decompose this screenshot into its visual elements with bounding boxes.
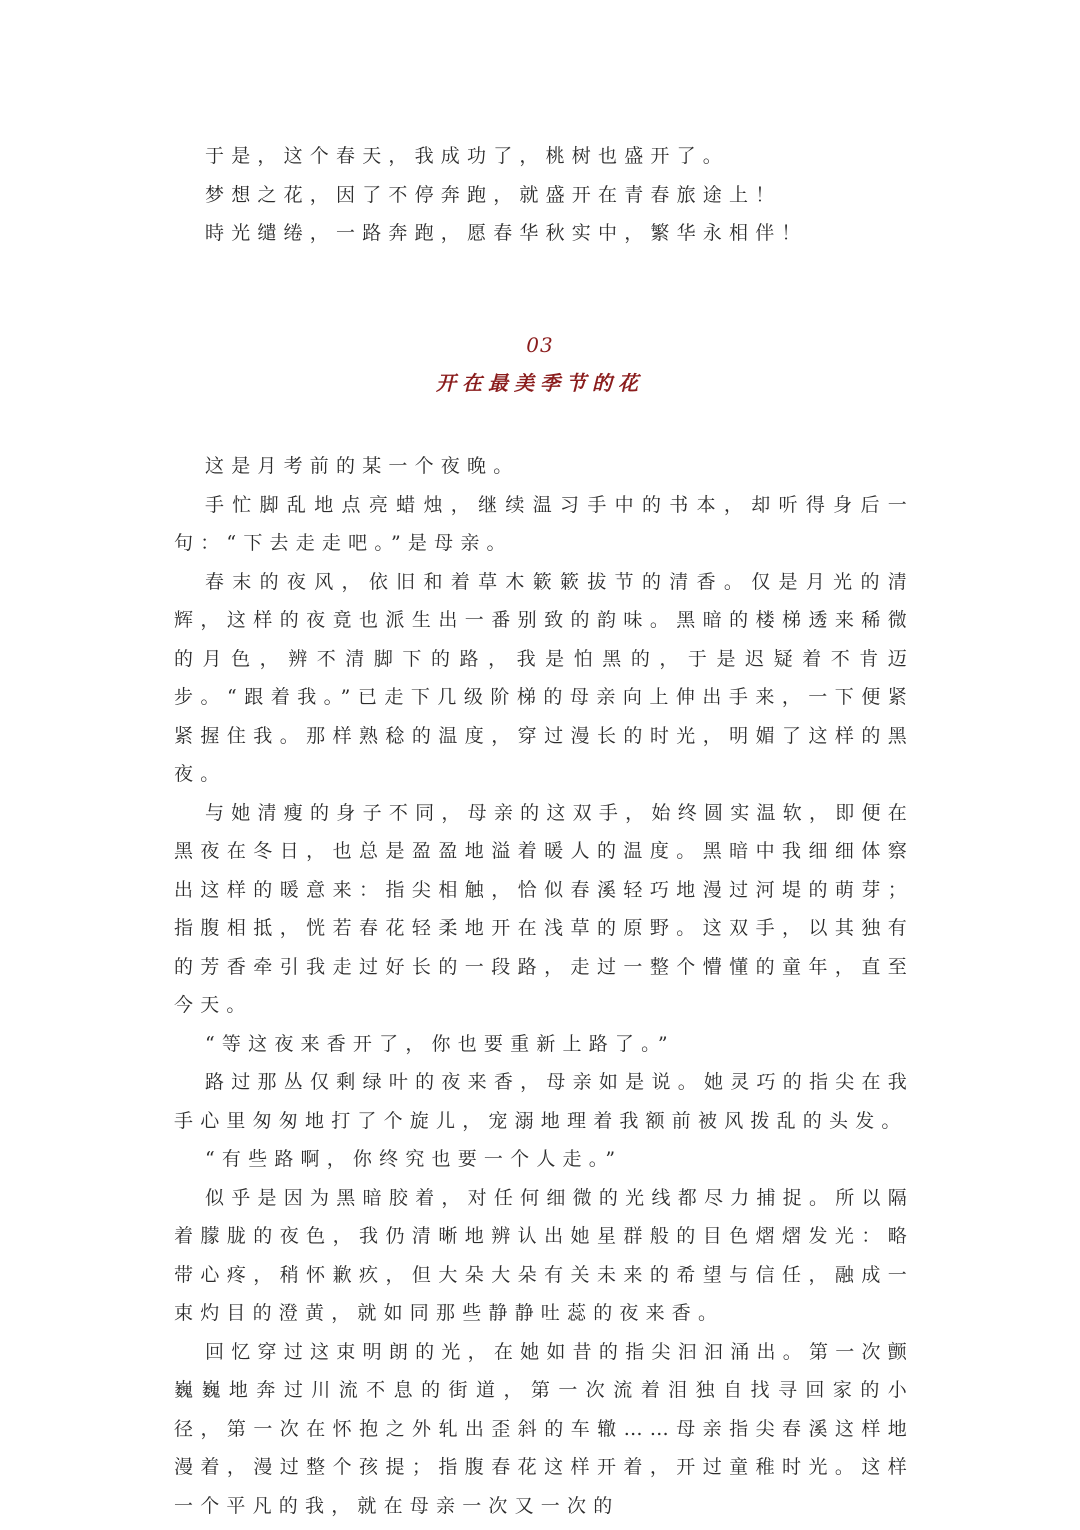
body-paragraph-7: “有些路啊，你终究也要一个人走。”	[205, 1148, 623, 1170]
body-paragraph-9: 回忆穿过这束明朗的光，在她如昔的指尖汩汩涌出。第一次颤巍巍地奔过川流不息的街道，第一次流着泪独自找寻回家的小径，第一次在怀抱之外轧出歪斜的车辙……母亲指尖春溪这样地漫着，漫过整个孩提；指腹春花这样开着，开过童稚时光。这样一个平凡的我，就在母亲一次又一次的	[174, 1340, 914, 1517]
body-paragraph-8: 似乎是因为黑暗胶着，对任何细微的光线都尽力捕捉。所以隔着朦胧的夜色，我仍清晰地辨认出她星群般的目色熠熠发光：略带心疼，稍怀歉疚，但大朵大朵有关未来的希望与信任，融成一束灼目的澄黄，就如同那些静静吐蕊的夜来香。	[174, 1186, 914, 1324]
body-paragraph-5: “等这夜来香开了，你也要重新上路了。”	[205, 1032, 675, 1055]
chapter-title: 开在最美季节的花	[436, 371, 644, 395]
body-paragraph-2: 手忙脚乱地点亮蜡烛，继续温习手中的书本，却听得身后一句：“下去走走吧。”是母亲。	[174, 493, 914, 554]
intro-paragraph-1: 于是，这个春天，我成功了，桃树也盛开了。	[205, 145, 730, 167]
body-paragraph-3: 春末的夜风，依旧和着草木簌簌拔节的清香。仅是月光的清辉，这样的夜竟也派生出一番别致的韵味。黑暗的楼梯透来稀微的月色，辨不清脚下的路，我是怕黑的，于是迟疑着不肯迈步。“跟着我。”已走下几级阶梯的母亲向上伸出手来，一下便紧紧握住我。那样熟稔的温度，穿过漫长的时光，明媚了这样的黑夜。	[174, 570, 914, 785]
chapter-number: 03	[526, 333, 554, 357]
body-paragraph-6: 路过那丛仅剩绿叶的夜来香，母亲如是说。她灵巧的指尖在我手心里匆匆地打了个旋儿，宠溺地理着我额前被风拨乱的头发。	[174, 1071, 914, 1132]
intro-paragraph-2: 梦想之花，因了不停奔跑，就盛开在青春旅途上！	[205, 183, 782, 206]
intro-section	[174, 137, 914, 253]
body-paragraph-1: 这是月考前的某一个夜晚。	[205, 455, 520, 477]
body-paragraph-4: 与她清瘦的身子不同，母亲的这双手，始终圆实温软，即便在黑夜在冬日，也总是盈盈地溢着暖人的温度。黑暗中我细细体察出这样的暖意来：指尖相触，恰似春溪轻巧地漫过河堤的萌芽；指腹相抵，恍若春花轻柔地开在浅草的原野。这双手，以其独有的芳香牵引我走过好长的一段路，走过一整个懵懂的童年，直至今天。	[174, 801, 914, 1016]
intro-paragraph-3: 時光缱绻，一路奔跑，愿春华秋实中，繁华永相伴！	[205, 222, 808, 244]
chapter-body	[174, 447, 914, 1525]
